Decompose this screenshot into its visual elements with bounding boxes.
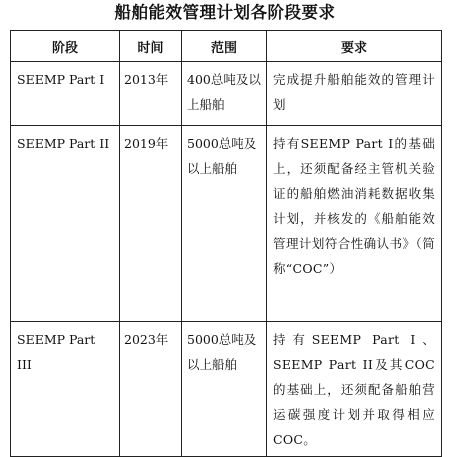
stage-cell: SEEMP Part III	[11, 322, 120, 457]
requirement-cell: 持有SEEMP Part I、SEEMP Part II及其COC的基础上，还须配备船舶营运碳强度计划并取得相应COC。	[267, 322, 442, 457]
requirement-cell: 持有SEEMP Part I的基础上，还须配备经主管机关验证的船舶燃油消耗数据收集计划，并核发的《船舶能效管理计划符合性确认书》（简称“COC”）	[267, 126, 442, 322]
table-header-row	[11, 31, 442, 62]
table-row	[11, 322, 442, 457]
table-row	[11, 126, 442, 322]
header-requirement: 要求	[267, 31, 442, 62]
header-stage: 阶段	[11, 31, 120, 62]
time-cell: 2019年	[120, 126, 182, 322]
time-cell: 2023年	[120, 322, 182, 457]
table-row	[11, 62, 442, 126]
requirement-cell: 完成提升船舶能效的管理计划	[267, 62, 442, 126]
scope-cell: 5000总吨及以上船舶	[182, 322, 267, 457]
document-title: 船舶能效管理计划各阶段要求	[114, 3, 336, 22]
header-time: 时间	[120, 31, 182, 62]
stage-cell: SEEMP Part I	[11, 62, 120, 126]
scope-cell: 400总吨及以上船舶	[182, 62, 267, 126]
stage-cell: SEEMP Part II	[11, 126, 120, 322]
stage-requirements-table	[10, 30, 442, 457]
time-cell: 2013年	[120, 62, 182, 126]
scope-cell: 5000总吨及以上船舶	[182, 126, 267, 322]
header-scope: 范围	[182, 31, 267, 62]
